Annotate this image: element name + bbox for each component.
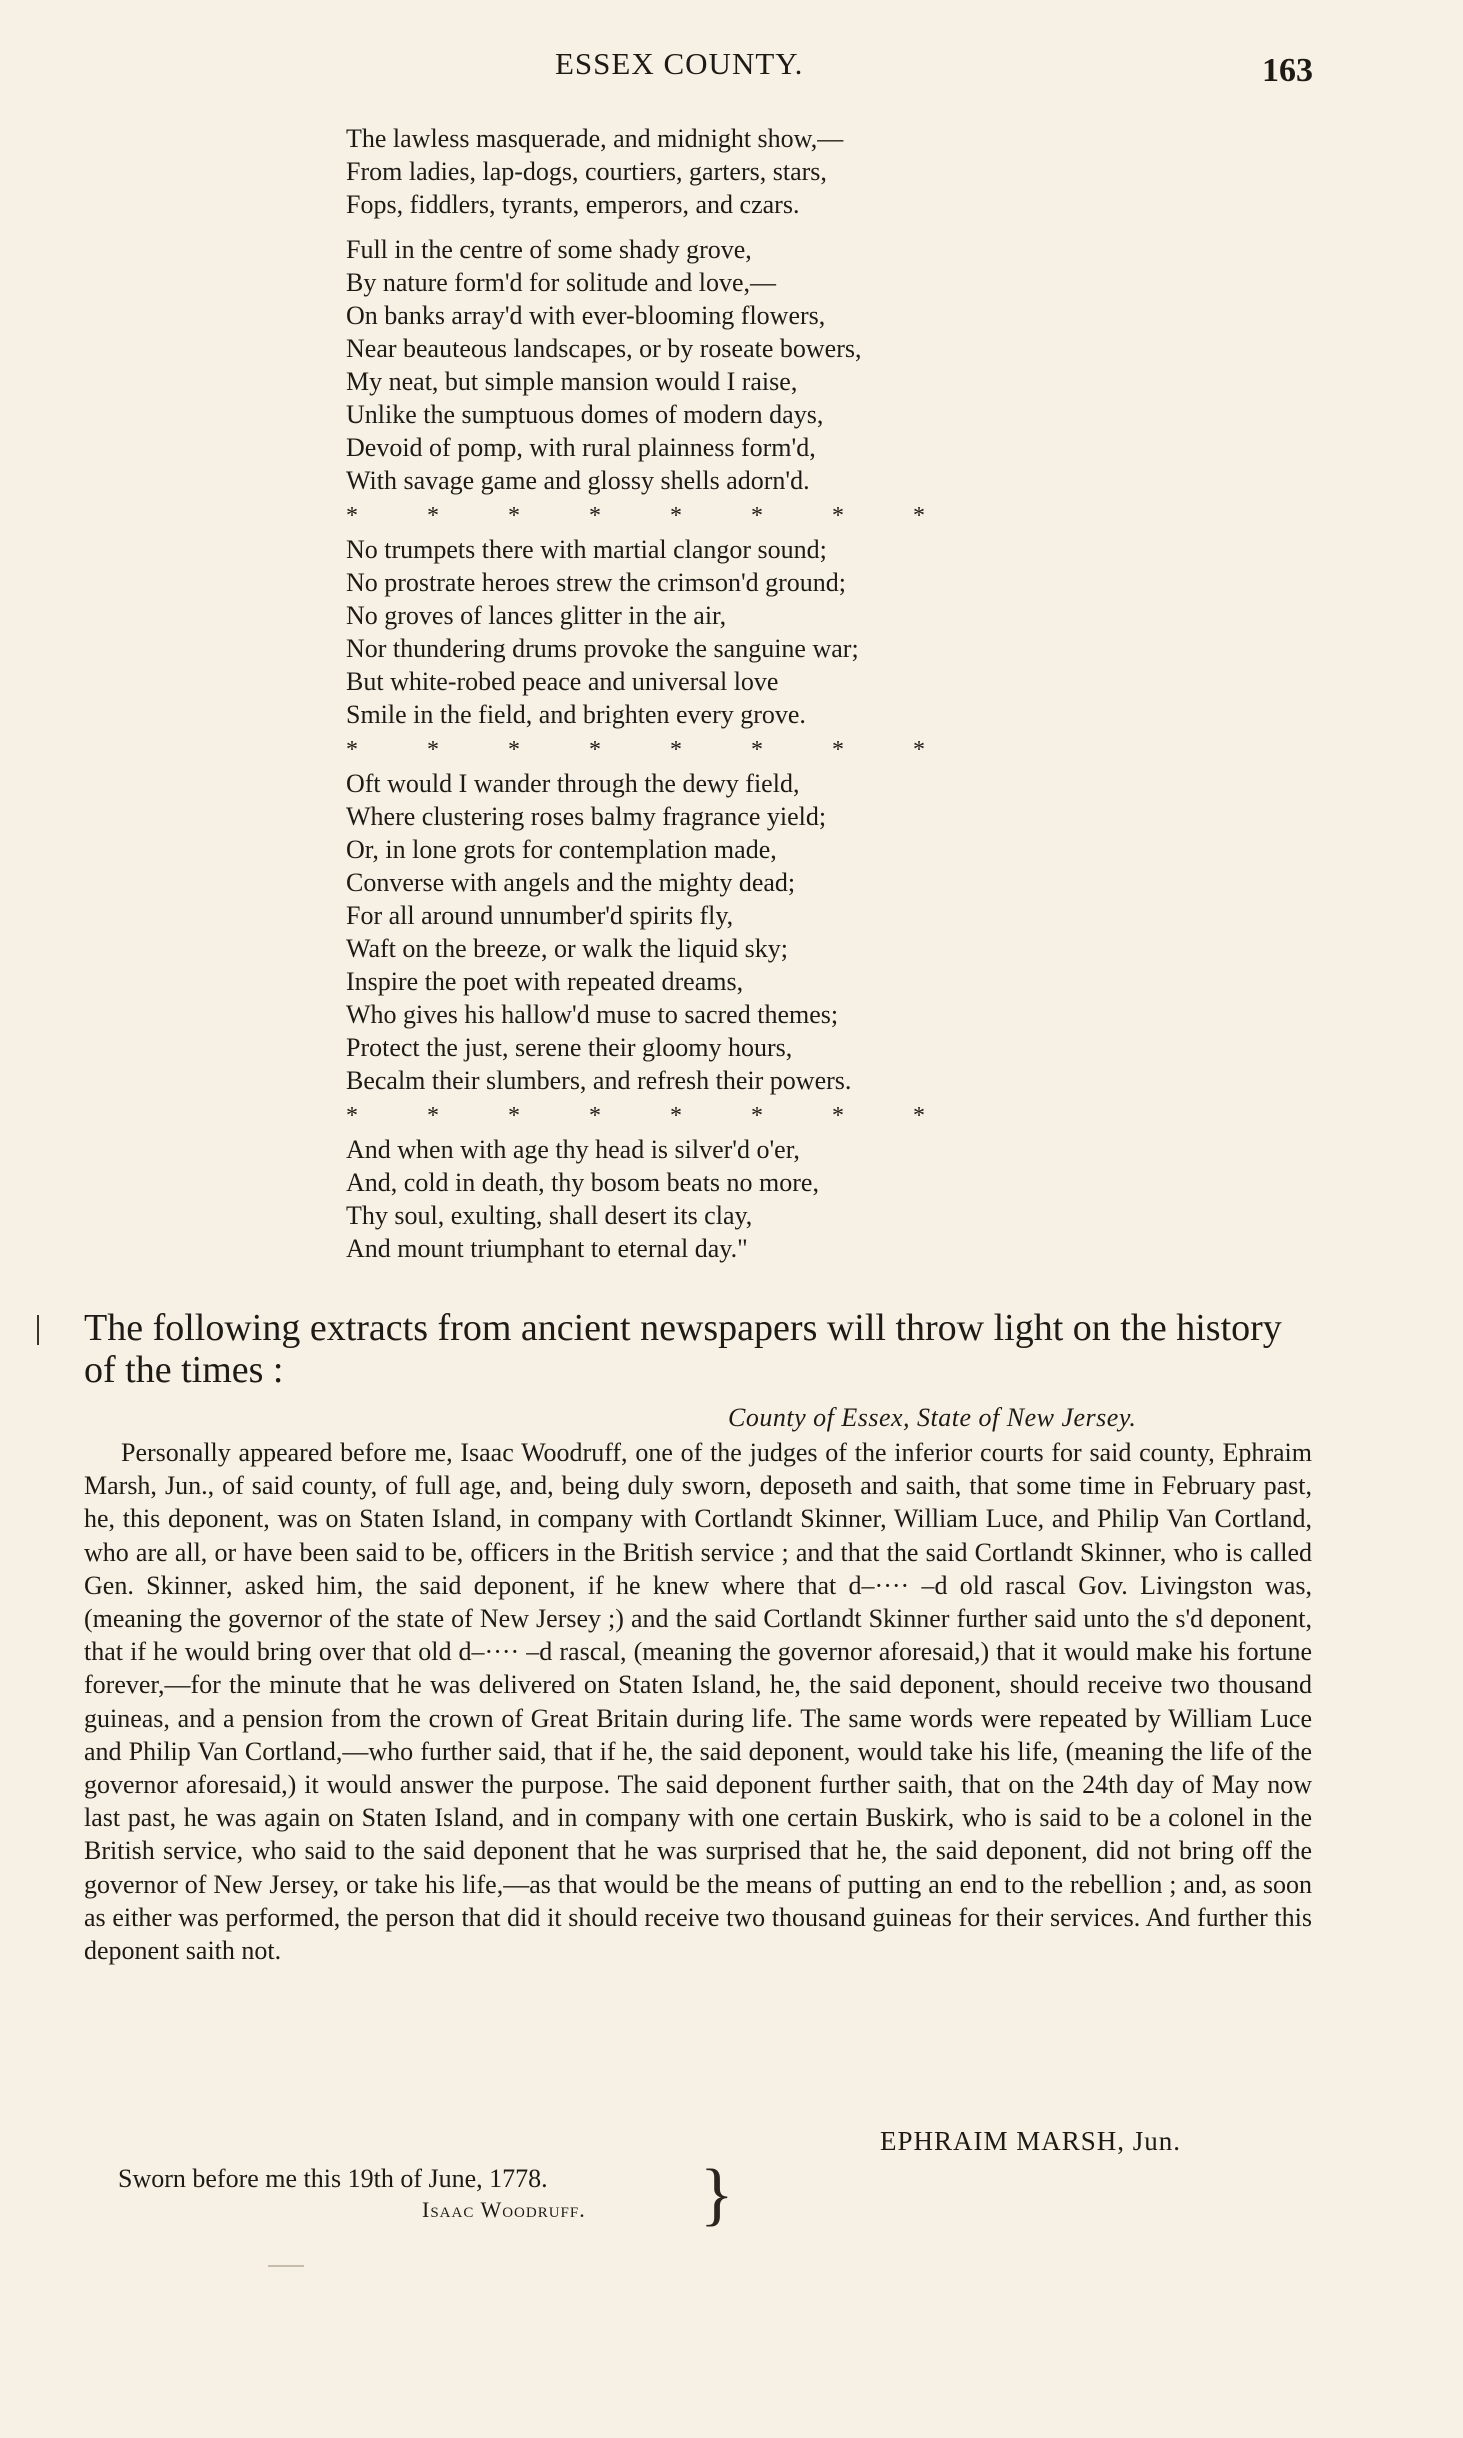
star: *	[670, 1103, 682, 1129]
poem-line: But white-robed peace and universal love	[346, 667, 779, 696]
stanza-5	[346, 1133, 1106, 1265]
poem-line: And when with age thy head is silver'd o'er,	[346, 1135, 800, 1164]
star: *	[589, 737, 601, 763]
poem-line: Full in the centre of some shady grove,	[346, 235, 752, 264]
star: *	[832, 737, 844, 763]
star: *	[589, 503, 601, 529]
jurat-line: Sworn before me this 19th of June, 1778.	[118, 2164, 548, 2193]
poem-line: Oft would I wander through the dewy field,	[346, 769, 800, 798]
poem-line: Who gives his hallow'd muse to sacred themes;	[346, 1000, 839, 1029]
section-stars	[346, 499, 1106, 533]
stanza-2	[346, 233, 1106, 497]
poem-line: Protect the just, serene their gloomy hours,	[346, 1033, 793, 1062]
star: *	[751, 737, 763, 763]
poem-line: Near beauteous landscapes, or by roseate bowers,	[346, 334, 862, 363]
deposition-paragraph: Personally appeared before me, Isaac Woodruff, one of the judges of the inferior courts for said county, Ephraim Marsh, Jun., of said county, of full age, and, being duly sworn, deposeth and saith, that some time in February past, he, this deponent, was on Staten Island, in company with Cortlandt Skinner, William Luce, and Philip Van Cortland, who are all, or have been said to be, officers in the British service ; and that the said Cortlandt Skinner, who is called Gen. Skinner, asked him, the said deponent, if he knew where that d–···· –d old rascal Gov. Livingston was, (meaning the governor of the state of New Jersey ;) and the said Cortlandt Skinner further said unto the s'd deponent, that if he would bring over that old d–···· –d rascal, (meaning the governor aforesaid,) that it would make his fortune forever,—for the minute that he was delivered on Staten Island, he, the said deponent, should receive two thousand guineas, and a pension from the crown of Great Britain during life. The same words were repeated by William Luce and Philip Van Cortland,—who further said, that if he, the said deponent, would take his life, (meaning the life of the governor aforesaid,) it would answer the purpose. The said deponent further saith, that on the 24th day of May now last past, he was again on Staten Island, and in company with one certain Buskirk, who is said to be a colonel in the British service, who said to the said deponent that he was surprised that he, the said deponent, did not bring off the governor of New Jersey, or take his life,—as that would be the means of putting an end to the rebellion ; and, as soon as either was performed, the person that did it should receive two thousand guineas for their services. And further this deponent saith not.	[84, 1438, 1312, 1966]
poem-line: By nature form'd for solitude and love,—	[346, 268, 776, 297]
poem-line: With savage game and glossy shells adorn'd.	[346, 466, 810, 495]
star: *	[508, 1103, 520, 1129]
poem-line: No groves of lances glitter in the air,	[346, 601, 727, 630]
brace-icon: }	[700, 2156, 734, 2233]
poem-line: From ladies, lap-dogs, courtiers, garters, stars,	[346, 157, 827, 186]
star: *	[670, 737, 682, 763]
star: *	[427, 737, 439, 763]
stanza-3	[346, 533, 1106, 731]
deposition-text	[84, 1436, 1312, 1967]
poem-line: Fops, fiddlers, tyrants, emperors, and czars.	[346, 190, 800, 219]
poem-line: Converse with angels and the mighty dead;	[346, 868, 796, 897]
star: *	[427, 503, 439, 529]
star: *	[832, 503, 844, 529]
star: *	[913, 1103, 925, 1129]
page-mark	[268, 2265, 304, 2267]
star: *	[751, 1103, 763, 1129]
poem-line: My neat, but simple mansion would I raise,	[346, 367, 798, 396]
poem-line: Where clustering roses balmy fragrance yield;	[346, 802, 827, 831]
poem-line: Thy soul, exulting, shall desert its clay,	[346, 1201, 753, 1230]
poem-line: And mount triumphant to eternal day."	[346, 1234, 748, 1263]
justice-name: Isaac Woodruff.	[422, 2197, 586, 2222]
section-stars	[346, 733, 1106, 767]
star: *	[346, 1103, 358, 1129]
stanza-1	[346, 122, 1106, 221]
star: *	[751, 503, 763, 529]
section-stars	[346, 1099, 1106, 1133]
poem-line: Smile in the field, and brighten every grove.	[346, 700, 806, 729]
poem-line: Devoid of pomp, with rural plainness form'd,	[346, 433, 816, 462]
venue-heading: County of Essex, State of New Jersey.	[728, 1403, 1137, 1432]
star: *	[670, 503, 682, 529]
star: *	[913, 737, 925, 763]
star: *	[346, 503, 358, 529]
stanza-4	[346, 767, 1106, 1097]
poem-line: Unlike the sumptuous domes of modern days,	[346, 400, 824, 429]
star: *	[346, 737, 358, 763]
star: *	[913, 503, 925, 529]
star: *	[589, 1103, 601, 1129]
poem-line: Waft on the breeze, or walk the liquid sky;	[346, 934, 788, 963]
star: *	[508, 737, 520, 763]
margin-mark	[37, 1315, 39, 1345]
poem-line: And, cold in death, thy bosom beats no more,	[346, 1168, 819, 1197]
poem-line: On banks array'd with ever-blooming flowers,	[346, 301, 826, 330]
poem-line: Becalm their slumbers, and refresh their powers.	[346, 1066, 852, 1095]
page-number: 163	[1262, 52, 1313, 89]
poem-line: Or, in lone grots for contemplation made,	[346, 835, 777, 864]
star: *	[832, 1103, 844, 1129]
running-head: ESSEX COUNTY.	[555, 46, 804, 81]
poem-line: Inspire the poet with repeated dreams,	[346, 967, 744, 996]
deponent-signature: EPHRAIM MARSH, Jun.	[880, 2126, 1182, 2156]
poem	[346, 122, 1106, 1265]
poem-line: No prostrate heroes strew the crimson'd ground;	[346, 568, 847, 597]
poem-line: For all around unnumber'd spirits fly,	[346, 901, 734, 930]
poem-line: No trumpets there with martial clangor sound;	[346, 535, 827, 564]
poem-line: Nor thundering drums provoke the sanguine war;	[346, 634, 859, 663]
poem-line: The lawless masquerade, and midnight show,—	[346, 124, 844, 153]
star: *	[508, 503, 520, 529]
section-intro: The following extracts from ancient newspapers will throw light on the history of the times :	[84, 1307, 1282, 1391]
star: *	[427, 1103, 439, 1129]
